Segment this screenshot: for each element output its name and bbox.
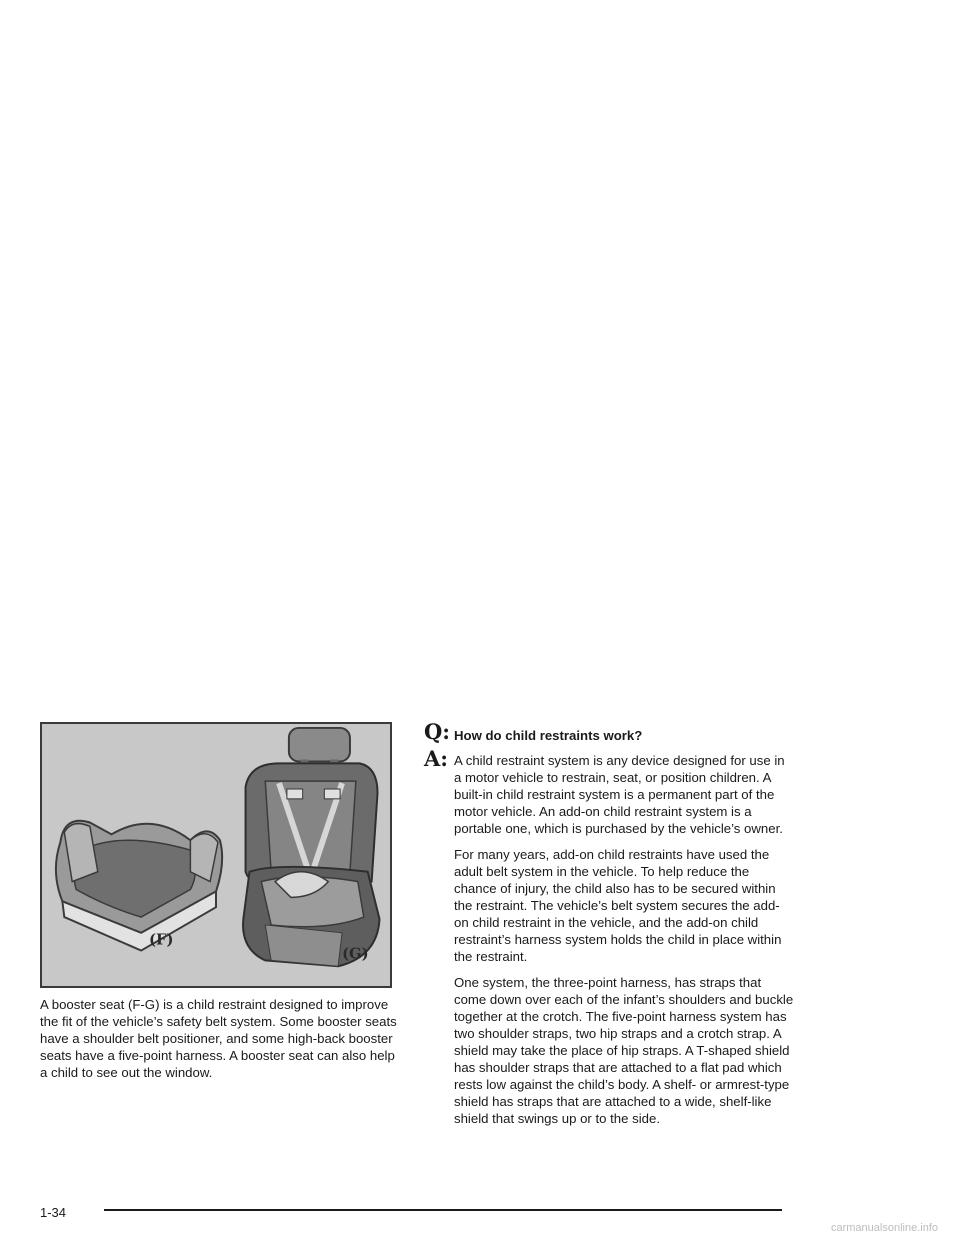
question-marker: Q: <box>424 719 451 744</box>
answer-block <box>424 746 794 1136</box>
answer-paragraph: One system, the three-point harness, has straps that come down over each of the infant’s shoulders and buckle together at the crotch. The five-point harness system has two shoulder straps, two hip straps and a crotch strap. A shield may take the place of hip straps. A T-shaped shield has shoulder straps that are attached to a flat pad which rests low against the child’s body. A shelf- or armrest-type shield has straps that are attached to a wide, shelf-like shield that swings up or to the side. <box>454 975 794 1126</box>
page-number: 1-34 <box>40 1205 67 1220</box>
answer-paragraph: A child restraint system is any device designed for use in a motor vehicle to restrain, seat, or position children. A built-in child restraint system is a permanent part of the motor vehicle. An add-on child restraint system is a portable one, which is purchased by the vehicle’s owner. <box>454 753 785 836</box>
label-g: (G) <box>342 945 369 963</box>
question-block <box>424 719 794 744</box>
question-text: How do child restraints work? <box>454 728 643 743</box>
answer-paragraph: For many years, add-on child restraints have used the adult belt system in the vehicle. To help reduce the chance of injury, the child also has to be secured within the restraint. The vehicle’s belt system secures the add-on child restraint in the vehicle, and the add-on child restraint’s harness system holds the child in place within the restraint. <box>454 847 782 964</box>
booster-seat-illustration <box>40 722 392 988</box>
footer-rule <box>104 1209 782 1211</box>
answer-marker: A: <box>424 746 449 771</box>
label-f: (F) <box>149 931 174 949</box>
figure-caption: A booster seat (F-G) is a child restraint designed to improve the fit of the vehicle’s safety belt system. Some booster seats have a shoulder belt positioner, and some high-back booster seats have a five-point harness. A booster seat can also help a child to see out the window. <box>40 997 397 1080</box>
watermark: carmanualsonline.info <box>830 1222 938 1234</box>
booster-seat-drawing <box>42 724 390 986</box>
answer-body <box>454 749 794 1136</box>
